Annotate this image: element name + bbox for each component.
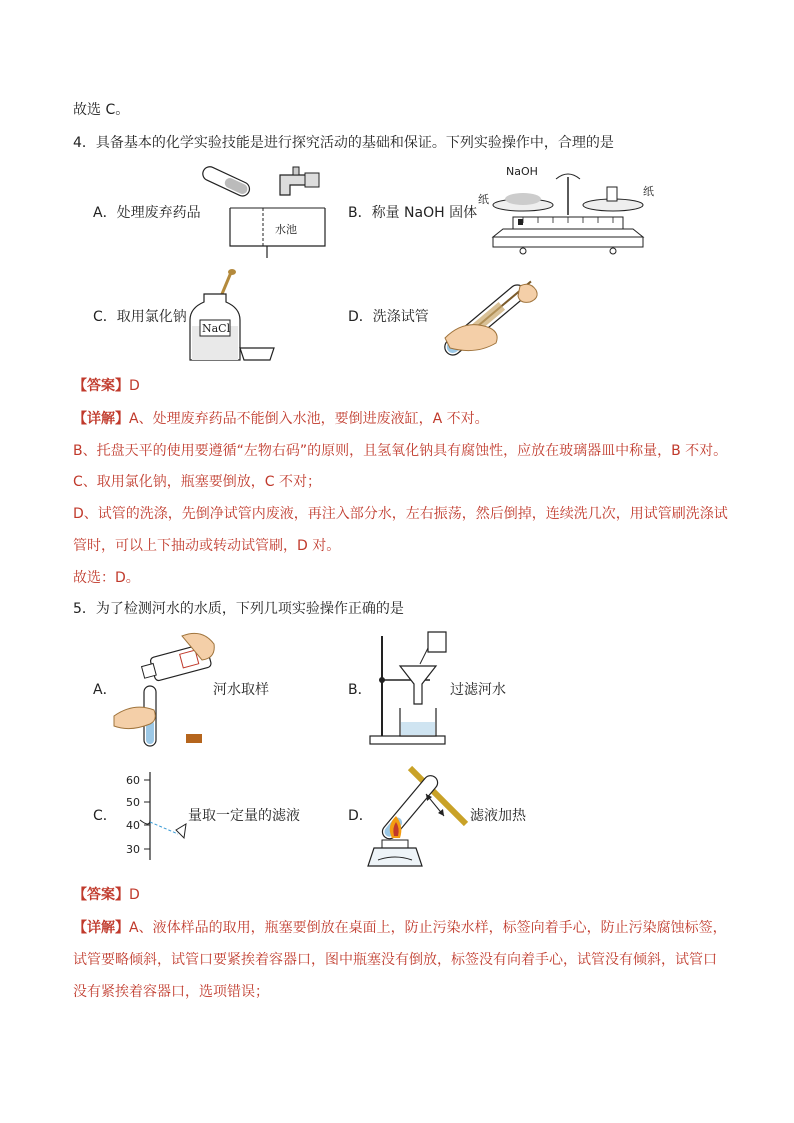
cylinder-scale-40: 40 — [126, 819, 140, 832]
q4-option-c-label: C．取用氯化钠 — [93, 309, 187, 325]
q5-answer: 【答案】D — [73, 887, 140, 903]
q4-figure-waste-disposal — [195, 163, 330, 258]
cylinder-scale-50: 50 — [126, 796, 140, 809]
q4-conclusion: 故选：D。 — [73, 570, 140, 586]
q4-detail-d1: D、试管的洗涤，先倒净试管内废液，再注入部分水，左右振荡，然后倒掉，连续洗几次，用试管刷洗涤试 — [73, 506, 728, 522]
paper-left-label: 纸 — [478, 193, 489, 206]
q4-option-d-label: D．洗涤试管 — [348, 309, 429, 325]
cylinder-scale-30: 30 — [126, 843, 140, 856]
q4-detail-b: B、托盘天平的使用要遵循“左物右码”的原则，且氢氧化钠具有腐蚀性，应放在玻璃器皿中称量，B 不对。 — [73, 443, 728, 459]
q4-option-a-label: A．处理废弃药品 — [93, 205, 201, 221]
naoh-label: NaOH — [506, 165, 538, 178]
prev-conclusion: 故选 C。 — [73, 102, 130, 118]
q4-option-b-label: B．称量 NaOH 固体 — [348, 205, 478, 221]
q4-detail-c: C、取用氯化钠，瓶塞要倒放，C 不对； — [73, 474, 321, 490]
sink-label: 水池 — [275, 223, 297, 236]
nacl-label: NaCl — [202, 322, 231, 335]
q5-stem: 5．为了检测河水的水质，下列几项实验操作正确的是 — [73, 601, 404, 617]
paper-right-label: 纸 — [643, 185, 654, 198]
q5-option-c-text: 量取一定量的滤液 — [188, 808, 300, 824]
q5-figure-sampling — [112, 628, 217, 753]
q4-detail-a: 【详解】A、处理废弃药品不能倒入水池，要倒进废液缸，A 不对。 — [73, 411, 489, 427]
q5-option-d-letter: D． — [348, 808, 373, 824]
q5-option-d-text: 滤液加热 — [470, 808, 526, 824]
q4-answer: 【答案】D — [73, 378, 140, 394]
q5-option-c-letter: C． — [93, 808, 117, 824]
q5-detail-a1: 【详解】A、液体样品的取用，瓶塞要倒放在桌面上，防止污染水样，标签向着手心，防止污染腐蚀标签， — [73, 920, 727, 936]
q4-detail-d2: 管时，可以上下抽动或转动试管刷，D 对。 — [73, 538, 341, 554]
q4-figure-balance — [478, 165, 658, 260]
cylinder-scale-60: 60 — [126, 774, 140, 787]
q4-stem: 4．具备基本的化学实验技能是进行探究活动的基础和保证。下列实验操作中，合理的是 — [73, 135, 614, 151]
q5-option-b-letter: B． — [348, 682, 372, 698]
q4-figure-wash-tube — [425, 278, 550, 363]
q4-figure-nacl-bottle — [190, 268, 280, 366]
q5-option-a-letter: A． — [93, 682, 117, 698]
q5-detail-a3: 没有紧挨着容器口，选项错误； — [73, 984, 269, 1000]
q5-detail-a2: 试管要略倾斜，试管口要紧挨着容器口，图中瓶塞没有倒放，标签没有向着手心，试管没有倾斜，试管口 — [73, 952, 717, 968]
q5-option-b-text: 过滤河水 — [450, 682, 506, 698]
q5-figure-heating — [368, 760, 478, 880]
q5-option-a-text: 河水取样 — [213, 682, 269, 698]
